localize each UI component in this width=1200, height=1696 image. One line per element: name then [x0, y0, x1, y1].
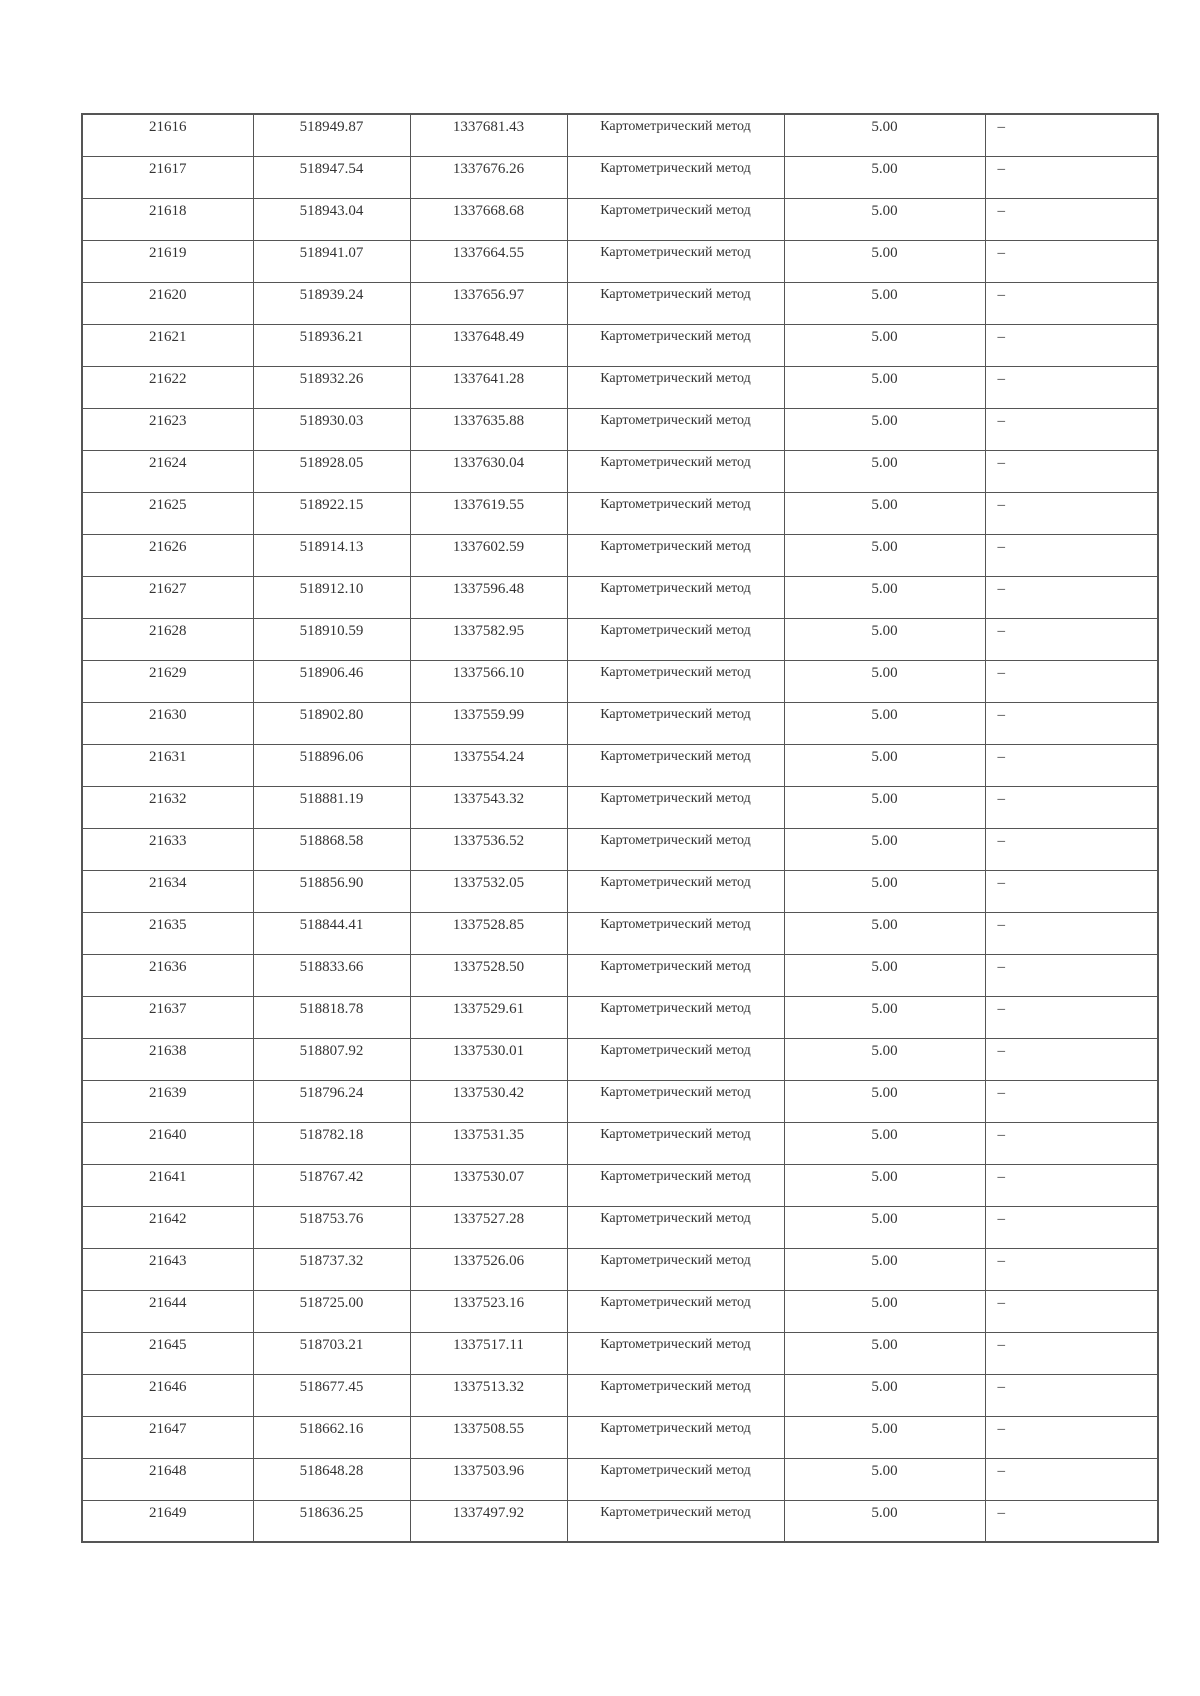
method-cell: Картометрический метод [567, 366, 784, 408]
point-number-cell: 21643 [82, 1248, 253, 1290]
note-cell: – [985, 492, 1158, 534]
method-cell: Картометрический метод [567, 702, 784, 744]
method-cell: Картометрический метод [567, 1038, 784, 1080]
x-coordinate-cell: 518947.54 [253, 156, 410, 198]
y-coordinate-cell: 1337656.97 [410, 282, 567, 324]
table-row [82, 534, 1158, 576]
point-number-cell: 21623 [82, 408, 253, 450]
table-row [82, 1458, 1158, 1500]
method-cell: Картометрический метод [567, 240, 784, 282]
note-cell: – [985, 114, 1158, 156]
y-coordinate-cell: 1337676.26 [410, 156, 567, 198]
x-coordinate-cell: 518807.92 [253, 1038, 410, 1080]
method-cell: Картометрический метод [567, 744, 784, 786]
accuracy-cell: 5.00 [784, 660, 985, 702]
point-number-cell: 21648 [82, 1458, 253, 1500]
y-coordinate-cell: 1337536.52 [410, 828, 567, 870]
method-cell: Картометрический метод [567, 1248, 784, 1290]
x-coordinate-cell: 518902.80 [253, 702, 410, 744]
y-coordinate-cell: 1337497.92 [410, 1500, 567, 1542]
accuracy-cell: 5.00 [784, 1038, 985, 1080]
point-number-cell: 21642 [82, 1206, 253, 1248]
point-number-cell: 21619 [82, 240, 253, 282]
method-cell: Картометрический метод [567, 282, 784, 324]
method-cell: Картометрический метод [567, 1164, 784, 1206]
x-coordinate-cell: 518922.15 [253, 492, 410, 534]
note-cell: – [985, 660, 1158, 702]
table-row [82, 1164, 1158, 1206]
y-coordinate-cell: 1337530.01 [410, 1038, 567, 1080]
method-cell: Картометрический метод [567, 198, 784, 240]
table-row [82, 324, 1158, 366]
x-coordinate-cell: 518910.59 [253, 618, 410, 660]
method-cell: Картометрический метод [567, 954, 784, 996]
table-row [82, 1332, 1158, 1374]
point-number-cell: 21641 [82, 1164, 253, 1206]
point-number-cell: 21628 [82, 618, 253, 660]
note-cell: – [985, 198, 1158, 240]
x-coordinate-cell: 518939.24 [253, 282, 410, 324]
note-cell: – [985, 408, 1158, 450]
table-row [82, 954, 1158, 996]
accuracy-cell: 5.00 [784, 1500, 985, 1542]
method-cell: Картометрический метод [567, 114, 784, 156]
y-coordinate-cell: 1337602.59 [410, 534, 567, 576]
note-cell: – [985, 996, 1158, 1038]
note-cell: – [985, 1248, 1158, 1290]
y-coordinate-cell: 1337517.11 [410, 1332, 567, 1374]
x-coordinate-cell: 518753.76 [253, 1206, 410, 1248]
method-cell: Картометрический метод [567, 870, 784, 912]
x-coordinate-cell: 518737.32 [253, 1248, 410, 1290]
table-row [82, 492, 1158, 534]
accuracy-cell: 5.00 [784, 1206, 985, 1248]
y-coordinate-cell: 1337527.28 [410, 1206, 567, 1248]
x-coordinate-cell: 518881.19 [253, 786, 410, 828]
accuracy-cell: 5.00 [784, 450, 985, 492]
x-coordinate-cell: 518932.26 [253, 366, 410, 408]
x-coordinate-cell: 518703.21 [253, 1332, 410, 1374]
note-cell: – [985, 1038, 1158, 1080]
point-number-cell: 21620 [82, 282, 253, 324]
note-cell: – [985, 1122, 1158, 1164]
table-row [82, 156, 1158, 198]
table-row [82, 366, 1158, 408]
method-cell: Картометрический метод [567, 1080, 784, 1122]
y-coordinate-cell: 1337513.32 [410, 1374, 567, 1416]
y-coordinate-cell: 1337531.35 [410, 1122, 567, 1164]
method-cell: Картометрический метод [567, 1416, 784, 1458]
accuracy-cell: 5.00 [784, 534, 985, 576]
accuracy-cell: 5.00 [784, 954, 985, 996]
x-coordinate-cell: 518844.41 [253, 912, 410, 954]
note-cell: – [985, 156, 1158, 198]
point-number-cell: 21633 [82, 828, 253, 870]
accuracy-cell: 5.00 [784, 744, 985, 786]
point-number-cell: 21629 [82, 660, 253, 702]
note-cell: – [985, 366, 1158, 408]
method-cell: Картометрический метод [567, 1206, 784, 1248]
x-coordinate-cell: 518725.00 [253, 1290, 410, 1332]
x-coordinate-cell: 518662.16 [253, 1416, 410, 1458]
accuracy-cell: 5.00 [784, 198, 985, 240]
accuracy-cell: 5.00 [784, 1164, 985, 1206]
point-number-cell: 21617 [82, 156, 253, 198]
y-coordinate-cell: 1337566.10 [410, 660, 567, 702]
note-cell: – [985, 828, 1158, 870]
x-coordinate-cell: 518928.05 [253, 450, 410, 492]
y-coordinate-cell: 1337681.43 [410, 114, 567, 156]
table-row [82, 828, 1158, 870]
note-cell: – [985, 324, 1158, 366]
note-cell: – [985, 954, 1158, 996]
point-number-cell: 21616 [82, 114, 253, 156]
x-coordinate-cell: 518833.66 [253, 954, 410, 996]
accuracy-cell: 5.00 [784, 996, 985, 1038]
x-coordinate-cell: 518896.06 [253, 744, 410, 786]
point-number-cell: 21637 [82, 996, 253, 1038]
note-cell: – [985, 1416, 1158, 1458]
x-coordinate-cell: 518936.21 [253, 324, 410, 366]
x-coordinate-cell: 518636.25 [253, 1500, 410, 1542]
x-coordinate-cell: 518949.87 [253, 114, 410, 156]
x-coordinate-cell: 518648.28 [253, 1458, 410, 1500]
y-coordinate-cell: 1337559.99 [410, 702, 567, 744]
accuracy-cell: 5.00 [784, 1416, 985, 1458]
table-row [82, 870, 1158, 912]
x-coordinate-cell: 518930.03 [253, 408, 410, 450]
method-cell: Картометрический метод [567, 1500, 784, 1542]
y-coordinate-cell: 1337648.49 [410, 324, 567, 366]
note-cell: – [985, 702, 1158, 744]
note-cell: – [985, 1290, 1158, 1332]
note-cell: – [985, 1164, 1158, 1206]
accuracy-cell: 5.00 [784, 282, 985, 324]
y-coordinate-cell: 1337630.04 [410, 450, 567, 492]
point-number-cell: 21649 [82, 1500, 253, 1542]
accuracy-cell: 5.00 [784, 1458, 985, 1500]
accuracy-cell: 5.00 [784, 828, 985, 870]
x-coordinate-cell: 518912.10 [253, 576, 410, 618]
note-cell: – [985, 786, 1158, 828]
accuracy-cell: 5.00 [784, 240, 985, 282]
accuracy-cell: 5.00 [784, 114, 985, 156]
accuracy-cell: 5.00 [784, 786, 985, 828]
y-coordinate-cell: 1337530.42 [410, 1080, 567, 1122]
note-cell: – [985, 576, 1158, 618]
y-coordinate-cell: 1337526.06 [410, 1248, 567, 1290]
note-cell: – [985, 912, 1158, 954]
accuracy-cell: 5.00 [784, 366, 985, 408]
table-row [82, 1080, 1158, 1122]
table-row [82, 282, 1158, 324]
accuracy-cell: 5.00 [784, 408, 985, 450]
point-number-cell: 21631 [82, 744, 253, 786]
table-row [82, 1374, 1158, 1416]
point-number-cell: 21640 [82, 1122, 253, 1164]
x-coordinate-cell: 518782.18 [253, 1122, 410, 1164]
table-row [82, 450, 1158, 492]
y-coordinate-cell: 1337619.55 [410, 492, 567, 534]
method-cell: Картометрический метод [567, 828, 784, 870]
method-cell: Картометрический метод [567, 912, 784, 954]
x-coordinate-cell: 518818.78 [253, 996, 410, 1038]
method-cell: Картометрический метод [567, 1332, 784, 1374]
point-number-cell: 21645 [82, 1332, 253, 1374]
accuracy-cell: 5.00 [784, 870, 985, 912]
accuracy-cell: 5.00 [784, 1122, 985, 1164]
accuracy-cell: 5.00 [784, 1080, 985, 1122]
note-cell: – [985, 240, 1158, 282]
accuracy-cell: 5.00 [784, 156, 985, 198]
x-coordinate-cell: 518943.04 [253, 198, 410, 240]
method-cell: Картометрический метод [567, 1458, 784, 1500]
y-coordinate-cell: 1337508.55 [410, 1416, 567, 1458]
y-coordinate-cell: 1337532.05 [410, 870, 567, 912]
note-cell: – [985, 870, 1158, 912]
note-cell: – [985, 1458, 1158, 1500]
y-coordinate-cell: 1337530.07 [410, 1164, 567, 1206]
y-coordinate-cell: 1337528.85 [410, 912, 567, 954]
accuracy-cell: 5.00 [784, 912, 985, 954]
x-coordinate-cell: 518906.46 [253, 660, 410, 702]
note-cell: – [985, 1206, 1158, 1248]
accuracy-cell: 5.00 [784, 492, 985, 534]
method-cell: Картометрический метод [567, 534, 784, 576]
accuracy-cell: 5.00 [784, 1290, 985, 1332]
table-row [82, 1038, 1158, 1080]
table-row [82, 408, 1158, 450]
table-row [82, 1248, 1158, 1290]
table-row [82, 240, 1158, 282]
note-cell: – [985, 618, 1158, 660]
x-coordinate-cell: 518856.90 [253, 870, 410, 912]
method-cell: Картометрический метод [567, 618, 784, 660]
method-cell: Картометрический метод [567, 450, 784, 492]
point-number-cell: 21634 [82, 870, 253, 912]
point-number-cell: 21618 [82, 198, 253, 240]
point-number-cell: 21639 [82, 1080, 253, 1122]
method-cell: Картометрический метод [567, 576, 784, 618]
accuracy-cell: 5.00 [784, 576, 985, 618]
x-coordinate-cell: 518941.07 [253, 240, 410, 282]
y-coordinate-cell: 1337523.16 [410, 1290, 567, 1332]
point-number-cell: 21636 [82, 954, 253, 996]
note-cell: – [985, 1332, 1158, 1374]
method-cell: Картометрический метод [567, 1290, 784, 1332]
x-coordinate-cell: 518677.45 [253, 1374, 410, 1416]
method-cell: Картометрический метод [567, 492, 784, 534]
note-cell: – [985, 534, 1158, 576]
accuracy-cell: 5.00 [784, 1248, 985, 1290]
point-number-cell: 21622 [82, 366, 253, 408]
y-coordinate-cell: 1337664.55 [410, 240, 567, 282]
coordinates-table [81, 113, 1159, 1543]
note-cell: – [985, 450, 1158, 492]
point-number-cell: 21638 [82, 1038, 253, 1080]
y-coordinate-cell: 1337528.50 [410, 954, 567, 996]
table-row [82, 1206, 1158, 1248]
method-cell: Картометрический метод [567, 996, 784, 1038]
note-cell: – [985, 744, 1158, 786]
x-coordinate-cell: 518868.58 [253, 828, 410, 870]
accuracy-cell: 5.00 [784, 1332, 985, 1374]
note-cell: – [985, 1500, 1158, 1542]
accuracy-cell: 5.00 [784, 1374, 985, 1416]
table-row [82, 702, 1158, 744]
method-cell: Картометрический метод [567, 156, 784, 198]
point-number-cell: 21646 [82, 1374, 253, 1416]
table-row [82, 1416, 1158, 1458]
table-row [82, 786, 1158, 828]
point-number-cell: 21627 [82, 576, 253, 618]
accuracy-cell: 5.00 [784, 702, 985, 744]
y-coordinate-cell: 1337635.88 [410, 408, 567, 450]
point-number-cell: 21621 [82, 324, 253, 366]
method-cell: Картометрический метод [567, 324, 784, 366]
x-coordinate-cell: 518796.24 [253, 1080, 410, 1122]
coordinates-table-body [82, 114, 1158, 1542]
point-number-cell: 21635 [82, 912, 253, 954]
y-coordinate-cell: 1337543.32 [410, 786, 567, 828]
table-row [82, 198, 1158, 240]
accuracy-cell: 5.00 [784, 324, 985, 366]
point-number-cell: 21647 [82, 1416, 253, 1458]
y-coordinate-cell: 1337554.24 [410, 744, 567, 786]
point-number-cell: 21625 [82, 492, 253, 534]
note-cell: – [985, 282, 1158, 324]
y-coordinate-cell: 1337668.68 [410, 198, 567, 240]
point-number-cell: 21626 [82, 534, 253, 576]
table-row [82, 996, 1158, 1038]
y-coordinate-cell: 1337641.28 [410, 366, 567, 408]
note-cell: – [985, 1374, 1158, 1416]
y-coordinate-cell: 1337503.96 [410, 1458, 567, 1500]
method-cell: Картометрический метод [567, 660, 784, 702]
y-coordinate-cell: 1337582.95 [410, 618, 567, 660]
table-row [82, 618, 1158, 660]
point-number-cell: 21632 [82, 786, 253, 828]
method-cell: Картометрический метод [567, 1122, 784, 1164]
point-number-cell: 21644 [82, 1290, 253, 1332]
point-number-cell: 21624 [82, 450, 253, 492]
table-row [82, 576, 1158, 618]
method-cell: Картометрический метод [567, 408, 784, 450]
x-coordinate-cell: 518767.42 [253, 1164, 410, 1206]
accuracy-cell: 5.00 [784, 618, 985, 660]
table-row [82, 660, 1158, 702]
y-coordinate-cell: 1337529.61 [410, 996, 567, 1038]
method-cell: Картометрический метод [567, 786, 784, 828]
table-row [82, 1122, 1158, 1164]
method-cell: Картометрический метод [567, 1374, 784, 1416]
table-row [82, 1290, 1158, 1332]
x-coordinate-cell: 518914.13 [253, 534, 410, 576]
table-row [82, 1500, 1158, 1542]
note-cell: – [985, 1080, 1158, 1122]
point-number-cell: 21630 [82, 702, 253, 744]
y-coordinate-cell: 1337596.48 [410, 576, 567, 618]
table-row [82, 114, 1158, 156]
table-row [82, 744, 1158, 786]
table-row [82, 912, 1158, 954]
